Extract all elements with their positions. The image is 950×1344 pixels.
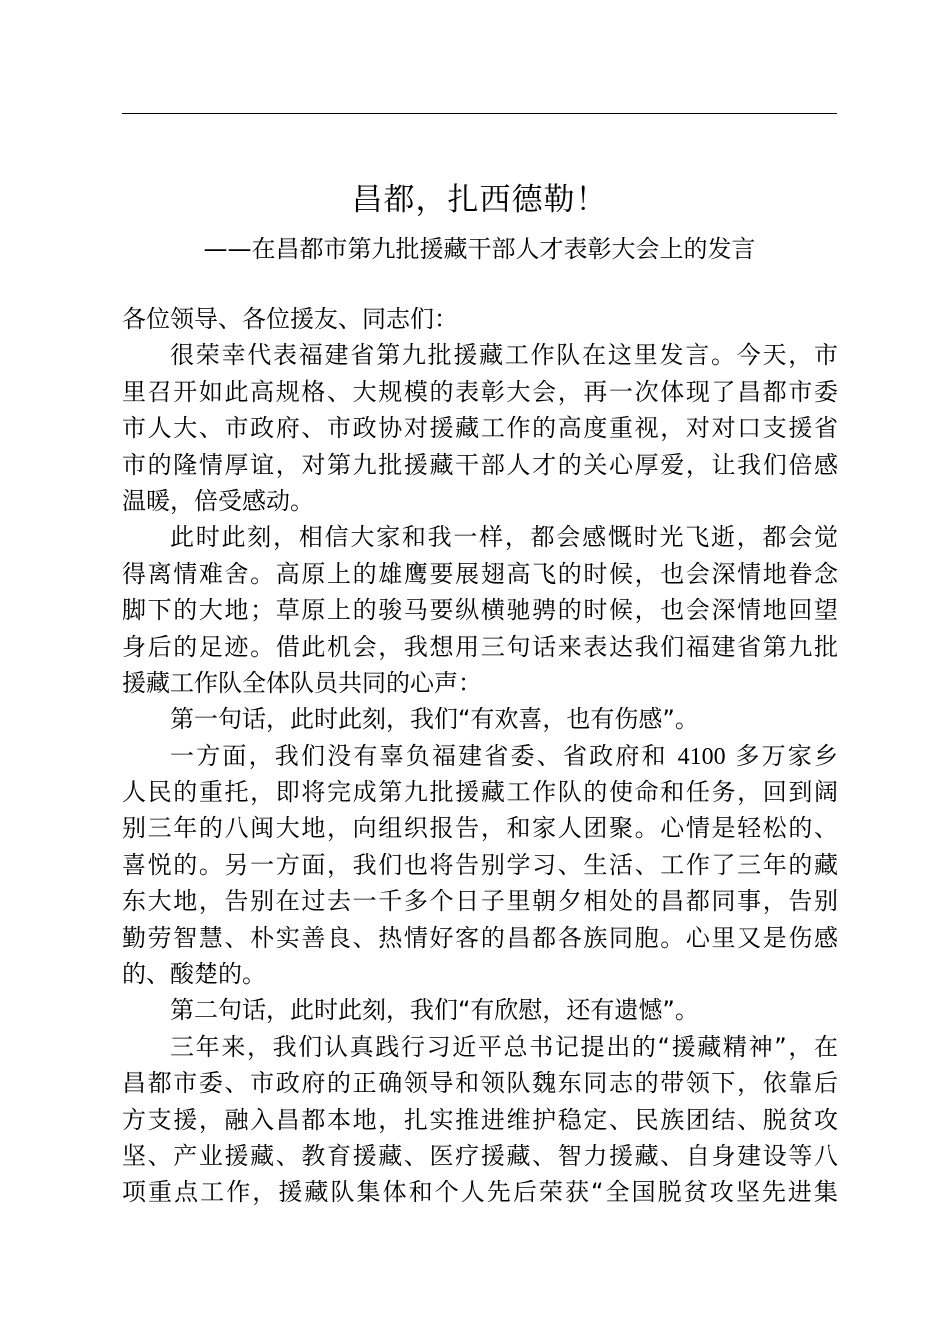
section-heading-1: 第一句话，此时此刻，我们“有欢喜，也有伤感”。 xyxy=(170,705,699,734)
line-text: 多万家乡 xyxy=(735,741,838,770)
population-number: 4100 xyxy=(677,743,726,770)
section-heading-2: 第二句话，此时此刻，我们“有欣慰，还有遗憾”。 xyxy=(170,996,699,1025)
paragraph-line: 得离情难舍。高原上的雄鹰要展翅高飞的时候，也会深情地眷念 xyxy=(122,559,838,588)
paragraph-line: 三年来，我们认真践行习近平总书记提出的“援藏精神”，在 xyxy=(170,1032,838,1061)
paragraph-line: 坚、产业援藏、教育援藏、医疗援藏、智力援藏、自身建设等八 xyxy=(122,1141,838,1170)
line-text: 一方面，我们没有辜负福建省委、省政府和 xyxy=(170,741,668,770)
paragraph-line: 的、酸楚的。 xyxy=(122,960,266,989)
salutation: 各位领导、各位援友、同志们： xyxy=(122,305,458,333)
paragraph-line: 援藏工作队全体队员共同的心声： xyxy=(122,668,482,697)
document-title: 昌都，扎西德勒！ xyxy=(351,182,608,218)
header-rule xyxy=(122,113,837,114)
paragraph-line: 项重点工作，援藏队集体和个人先后荣获“全国脱贫攻坚先进集 xyxy=(122,1178,838,1207)
paragraph-line: 身后的足迹。借此机会，我想用三句话来表达我们福建省第九批 xyxy=(122,632,838,661)
paragraph-line: 里召开如此高规格、大规模的表彰大会，再一次体现了昌都市委 xyxy=(122,377,838,406)
paragraph-line: 喜悦的。另一方面，我们也将告别学习、生活、工作了三年的藏 xyxy=(122,850,838,879)
paragraph-line: 市的隆情厚谊，对第九批援藏干部人才的关心厚爱，让我们倍感 xyxy=(122,450,838,479)
paragraph-line: 方支援，融入昌都本地，扎实推进维护稳定、民族团结、脱贫攻 xyxy=(122,1105,838,1134)
paragraph-line: 温暖，倍受感动。 xyxy=(122,486,314,515)
paragraph-line: 别三年的八闽大地，向组织报告，和家人团聚。心情是轻松的、 xyxy=(122,814,838,843)
paragraph-line: 很荣幸代表福建省第九批援藏工作队在这里发言。今天，市 xyxy=(170,341,838,370)
paragraph-line: 昌都市委、市政府的正确领导和领队魏东同志的带领下，依靠后 xyxy=(122,1069,838,1098)
paragraph-line: 人民的重托，即将完成第九批援藏工作队的使命和任务，回到阔 xyxy=(122,778,838,807)
document-subtitle: ——在昌都市第九批援藏干部人才表彰大会上的发言 xyxy=(203,235,756,263)
paragraph-line: 脚下的大地；草原上的骏马要纵横驰骋的时候，也会深情地回望 xyxy=(122,596,838,625)
document-body xyxy=(122,301,838,1211)
paragraph-line xyxy=(122,738,838,774)
paragraph-line: 此时此刻，相信大家和我一样，都会感慨时光飞逝，都会觉 xyxy=(170,523,838,552)
paragraph-line: 勤劳智慧、朴实善良、热情好客的昌都各族同胞。心里又是伤感 xyxy=(122,923,838,952)
paragraph-line: 东大地，告别在过去一千多个日子里朝夕相处的昌都同事，告别 xyxy=(122,887,838,916)
paragraph-line: 市人大、市政府、市政协对援藏工作的高度重视，对对口支援省 xyxy=(122,414,838,443)
